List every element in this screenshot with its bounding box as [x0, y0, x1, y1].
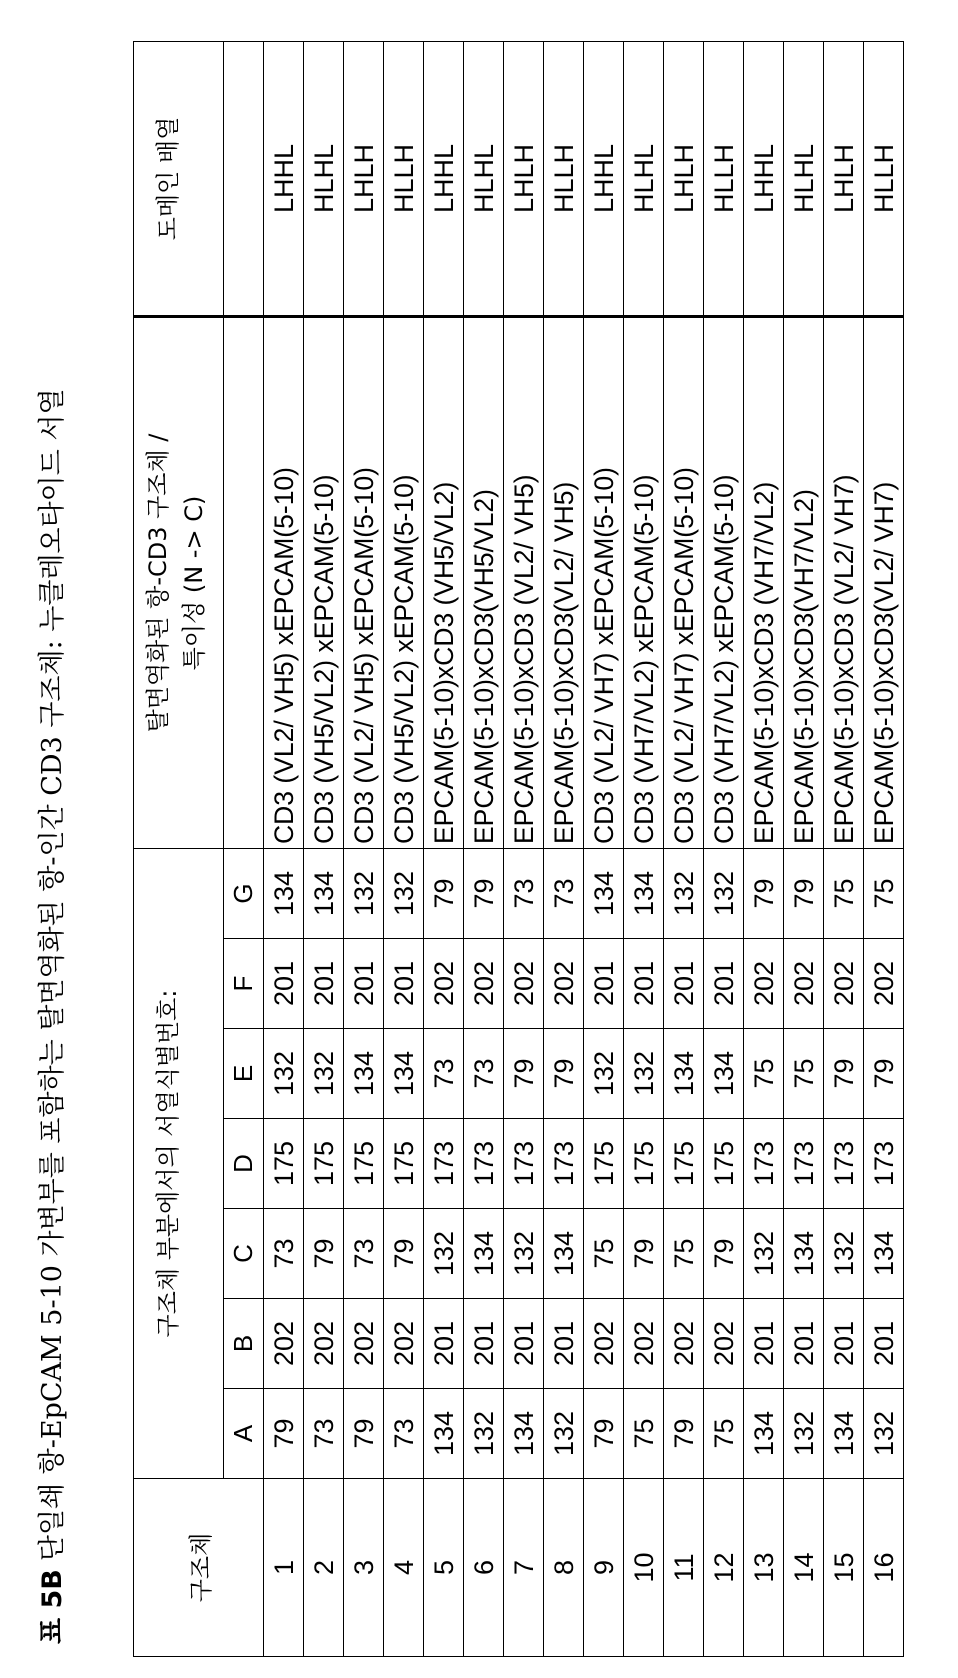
seq-b-cell: 202 — [624, 1299, 664, 1389]
seq-e-cell: 79 — [504, 1029, 544, 1119]
table-row — [504, 42, 544, 1657]
domain-cell: LHHL — [424, 42, 464, 317]
seq-f-cell: 202 — [544, 939, 584, 1029]
header-col-g: G — [224, 849, 264, 939]
seq-f-cell: 202 — [784, 939, 824, 1029]
seq-b-cell: 202 — [384, 1299, 424, 1389]
rotated-page — [0, 0, 958, 1678]
table-number: 표 5B — [37, 1569, 68, 1644]
seq-d-cell: 175 — [264, 1119, 304, 1209]
table-row — [384, 42, 424, 1657]
header-col-f: F — [224, 939, 264, 1029]
header-col-d: D — [224, 1119, 264, 1209]
seq-b-cell: 201 — [864, 1299, 904, 1389]
seq-f-cell: 202 — [864, 939, 904, 1029]
seq-g-cell: 132 — [344, 849, 384, 939]
seq-e-cell: 79 — [824, 1029, 864, 1119]
table-row — [304, 42, 344, 1657]
specificity-cell: EPCAM(5-10)xCD3 (VH5/VL2) — [424, 317, 464, 849]
seq-e-cell: 73 — [424, 1029, 464, 1119]
seq-a-cell: 75 — [624, 1389, 664, 1479]
domain-cell: LHHL — [744, 42, 784, 317]
seq-a-cell: 79 — [264, 1389, 304, 1479]
specificity-cell: EPCAM(5-10)xCD3 (VL2/ VH7) — [824, 317, 864, 849]
seq-b-cell: 201 — [744, 1299, 784, 1389]
seq-a-cell: 73 — [384, 1389, 424, 1479]
seq-g-cell: 75 — [824, 849, 864, 939]
table-row — [824, 42, 864, 1657]
header-seq-id-group: 구조체 부분에서의 서열식별번호: — [134, 849, 224, 1479]
seq-e-cell: 75 — [784, 1029, 824, 1119]
table-row — [744, 42, 784, 1657]
construct-number-cell: 14 — [784, 1479, 824, 1657]
table-row — [344, 42, 384, 1657]
seq-d-cell: 173 — [424, 1119, 464, 1209]
seq-f-cell: 202 — [744, 939, 784, 1029]
specificity-cell: CD3 (VL2/ VH7) xEPCAM(5-10) — [664, 317, 704, 849]
construct-number-cell: 16 — [864, 1479, 904, 1657]
seq-b-cell: 201 — [784, 1299, 824, 1389]
seq-b-cell: 202 — [584, 1299, 624, 1389]
seq-d-cell: 173 — [464, 1119, 504, 1209]
seq-d-cell: 175 — [624, 1119, 664, 1209]
seq-g-cell: 132 — [664, 849, 704, 939]
construct-number-cell: 12 — [704, 1479, 744, 1657]
seq-g-cell: 79 — [464, 849, 504, 939]
specificity-cell: CD3 (VL2/ VH7) xEPCAM(5-10) — [584, 317, 624, 849]
table-body — [264, 42, 904, 1657]
specificity-cell: CD3 (VH7/VL2) xEPCAM(5-10) — [704, 317, 744, 849]
domain-cell: HLLH — [384, 42, 424, 317]
header-col-e: E — [224, 1029, 264, 1119]
seq-c-cell: 132 — [504, 1209, 544, 1299]
seq-f-cell: 202 — [504, 939, 544, 1029]
seq-f-cell: 201 — [304, 939, 344, 1029]
table-row — [864, 42, 904, 1657]
specificity-cell: EPCAM(5-10)xCD3(VL2/ VH5) — [544, 317, 584, 849]
seq-g-cell: 75 — [864, 849, 904, 939]
table-row — [584, 42, 624, 1657]
seq-c-cell: 134 — [864, 1209, 904, 1299]
domain-cell: HLLH — [704, 42, 744, 317]
seq-c-cell: 73 — [344, 1209, 384, 1299]
seq-c-cell: 73 — [264, 1209, 304, 1299]
seq-g-cell: 73 — [544, 849, 584, 939]
specificity-cell: EPCAM(5-10)xCD3 (VL2/ VH5) — [504, 317, 544, 849]
seq-f-cell: 201 — [584, 939, 624, 1029]
seq-d-cell: 175 — [304, 1119, 344, 1209]
header-domain: 도메인 배열 — [134, 42, 224, 317]
construct-number-cell: 6 — [464, 1479, 504, 1657]
seq-f-cell: 201 — [704, 939, 744, 1029]
domain-cell: LHLH — [824, 42, 864, 317]
specificity-cell: EPCAM(5-10)xCD3(VH5/VL2) — [464, 317, 504, 849]
seq-a-cell: 134 — [504, 1389, 544, 1479]
seq-f-cell: 201 — [344, 939, 384, 1029]
specificity-cell: CD3 (VH5/VL2) xEPCAM(5-10) — [304, 317, 344, 849]
seq-g-cell: 134 — [584, 849, 624, 939]
seq-c-cell: 132 — [424, 1209, 464, 1299]
seq-g-cell: 132 — [384, 849, 424, 939]
seq-g-cell: 134 — [264, 849, 304, 939]
construct-number-cell: 11 — [664, 1479, 704, 1657]
seq-g-cell: 79 — [744, 849, 784, 939]
seq-e-cell: 75 — [744, 1029, 784, 1119]
construct-number-cell: 9 — [584, 1479, 624, 1657]
table-row — [264, 42, 304, 1657]
construct-number-cell: 1 — [264, 1479, 304, 1657]
seq-b-cell: 202 — [304, 1299, 344, 1389]
specificity-cell: CD3 (VL2/ VH5) xEPCAM(5-10) — [344, 317, 384, 849]
seq-a-cell: 75 — [704, 1389, 744, 1479]
seq-d-cell: 175 — [384, 1119, 424, 1209]
header-specificity-line2: 특이성 (N -> C) — [176, 318, 212, 848]
construct-number-cell: 3 — [344, 1479, 384, 1657]
seq-b-cell: 202 — [344, 1299, 384, 1389]
seq-d-cell: 175 — [664, 1119, 704, 1209]
table-row — [424, 42, 464, 1657]
construct-number-cell: 5 — [424, 1479, 464, 1657]
header-col-b: B — [224, 1299, 264, 1389]
seq-e-cell: 79 — [864, 1029, 904, 1119]
seq-a-cell: 79 — [584, 1389, 624, 1479]
seq-f-cell: 201 — [264, 939, 304, 1029]
specificity-cell: CD3 (VH5/VL2) xEPCAM(5-10) — [384, 317, 424, 849]
seq-e-cell: 73 — [464, 1029, 504, 1119]
domain-cell: HLLH — [544, 42, 584, 317]
seq-g-cell: 79 — [424, 849, 464, 939]
seq-a-cell: 134 — [824, 1389, 864, 1479]
seq-a-cell: 79 — [344, 1389, 384, 1479]
seq-b-cell: 201 — [544, 1299, 584, 1389]
seq-c-cell: 134 — [784, 1209, 824, 1299]
construct-number-cell: 2 — [304, 1479, 344, 1657]
seq-g-cell: 73 — [504, 849, 544, 939]
construct-number-cell: 10 — [624, 1479, 664, 1657]
seq-c-cell: 75 — [664, 1209, 704, 1299]
seq-a-cell: 132 — [544, 1389, 584, 1479]
header-specificity — [134, 317, 224, 849]
seq-e-cell: 79 — [544, 1029, 584, 1119]
seq-c-cell: 75 — [584, 1209, 624, 1299]
seq-b-cell: 201 — [424, 1299, 464, 1389]
domain-cell: LHHL — [264, 42, 304, 317]
seq-b-cell: 202 — [664, 1299, 704, 1389]
specificity-cell: CD3 (VL2/ VH5) xEPCAM(5-10) — [264, 317, 304, 849]
seq-b-cell: 202 — [704, 1299, 744, 1389]
header-construct: 구조체 — [134, 1479, 264, 1657]
seq-e-cell: 134 — [384, 1029, 424, 1119]
seq-g-cell: 134 — [304, 849, 344, 939]
seq-a-cell: 132 — [784, 1389, 824, 1479]
seq-e-cell: 134 — [344, 1029, 384, 1119]
domain-cell: HLHL — [784, 42, 824, 317]
table-title: 단일쇄 항-EpCAM 5-10 가변부를 포함하는 탈면역화된 항-인간 CD3 구조체: 누클레오타이드 서열 — [37, 388, 68, 1561]
seq-f-cell: 202 — [464, 939, 504, 1029]
seq-b-cell: 201 — [824, 1299, 864, 1389]
header-specificity-line1: 탈면역화된 항-CD3 구조체 / — [140, 318, 176, 848]
seq-c-cell: 132 — [744, 1209, 784, 1299]
domain-cell: HLLH — [864, 42, 904, 317]
domain-cell: LHLH — [664, 42, 704, 317]
seq-a-cell: 132 — [864, 1389, 904, 1479]
seq-d-cell: 175 — [704, 1119, 744, 1209]
table-row — [704, 42, 744, 1657]
construct-number-cell: 4 — [384, 1479, 424, 1657]
header-col-a: A — [224, 1389, 264, 1479]
seq-b-cell: 201 — [504, 1299, 544, 1389]
seq-e-cell: 132 — [304, 1029, 344, 1119]
specificity-cell: EPCAM(5-10)xCD3(VH7/VL2) — [784, 317, 824, 849]
seq-e-cell: 134 — [704, 1029, 744, 1119]
domain-cell: LHHL — [584, 42, 624, 317]
seq-b-cell: 201 — [464, 1299, 504, 1389]
seq-c-cell: 132 — [824, 1209, 864, 1299]
seq-e-cell: 132 — [584, 1029, 624, 1119]
seq-e-cell: 132 — [264, 1029, 304, 1119]
seq-g-cell: 134 — [624, 849, 664, 939]
seq-b-cell: 202 — [264, 1299, 304, 1389]
seq-c-cell: 79 — [624, 1209, 664, 1299]
seq-f-cell: 202 — [424, 939, 464, 1029]
table-row — [784, 42, 824, 1657]
seq-g-cell: 79 — [784, 849, 824, 939]
construct-number-cell: 15 — [824, 1479, 864, 1657]
seq-a-cell: 132 — [464, 1389, 504, 1479]
seq-e-cell: 134 — [664, 1029, 704, 1119]
seq-d-cell: 173 — [824, 1119, 864, 1209]
header-domain-sub — [224, 42, 264, 317]
domain-cell: LHLH — [344, 42, 384, 317]
domain-cell: HLHL — [624, 42, 664, 317]
seq-d-cell: 173 — [864, 1119, 904, 1209]
seq-f-cell: 201 — [664, 939, 704, 1029]
specificity-cell: CD3 (VH7/VL2) xEPCAM(5-10) — [624, 317, 664, 849]
seq-d-cell: 173 — [784, 1119, 824, 1209]
table-row — [664, 42, 704, 1657]
seq-a-cell: 134 — [424, 1389, 464, 1479]
table-row — [464, 42, 504, 1657]
seq-e-cell: 132 — [624, 1029, 664, 1119]
seq-f-cell: 201 — [624, 939, 664, 1029]
seq-a-cell: 79 — [664, 1389, 704, 1479]
seq-a-cell: 73 — [304, 1389, 344, 1479]
construct-number-cell: 7 — [504, 1479, 544, 1657]
seq-f-cell: 202 — [824, 939, 864, 1029]
seq-c-cell: 134 — [544, 1209, 584, 1299]
table-row — [544, 42, 584, 1657]
seq-d-cell: 173 — [744, 1119, 784, 1209]
construct-number-cell: 13 — [744, 1479, 784, 1657]
seq-d-cell: 173 — [504, 1119, 544, 1209]
specificity-cell: EPCAM(5-10)xCD3 (VH7/VL2) — [744, 317, 784, 849]
construct-table — [133, 41, 904, 1657]
seq-c-cell: 134 — [464, 1209, 504, 1299]
seq-c-cell: 79 — [384, 1209, 424, 1299]
seq-c-cell: 79 — [704, 1209, 744, 1299]
seq-d-cell: 175 — [584, 1119, 624, 1209]
domain-cell: LHLH — [504, 42, 544, 317]
seq-g-cell: 132 — [704, 849, 744, 939]
header-specificity-sub — [224, 317, 264, 849]
table-caption — [30, 388, 69, 1644]
seq-d-cell: 173 — [544, 1119, 584, 1209]
seq-d-cell: 175 — [344, 1119, 384, 1209]
domain-cell: HLHL — [464, 42, 504, 317]
table-row — [624, 42, 664, 1657]
construct-number-cell: 8 — [544, 1479, 584, 1657]
seq-f-cell: 201 — [384, 939, 424, 1029]
seq-c-cell: 79 — [304, 1209, 344, 1299]
domain-cell: HLHL — [304, 42, 344, 317]
specificity-cell: EPCAM(5-10)xCD3(VL2/ VH7) — [864, 317, 904, 849]
header-col-c: C — [224, 1209, 264, 1299]
seq-a-cell: 134 — [744, 1389, 784, 1479]
